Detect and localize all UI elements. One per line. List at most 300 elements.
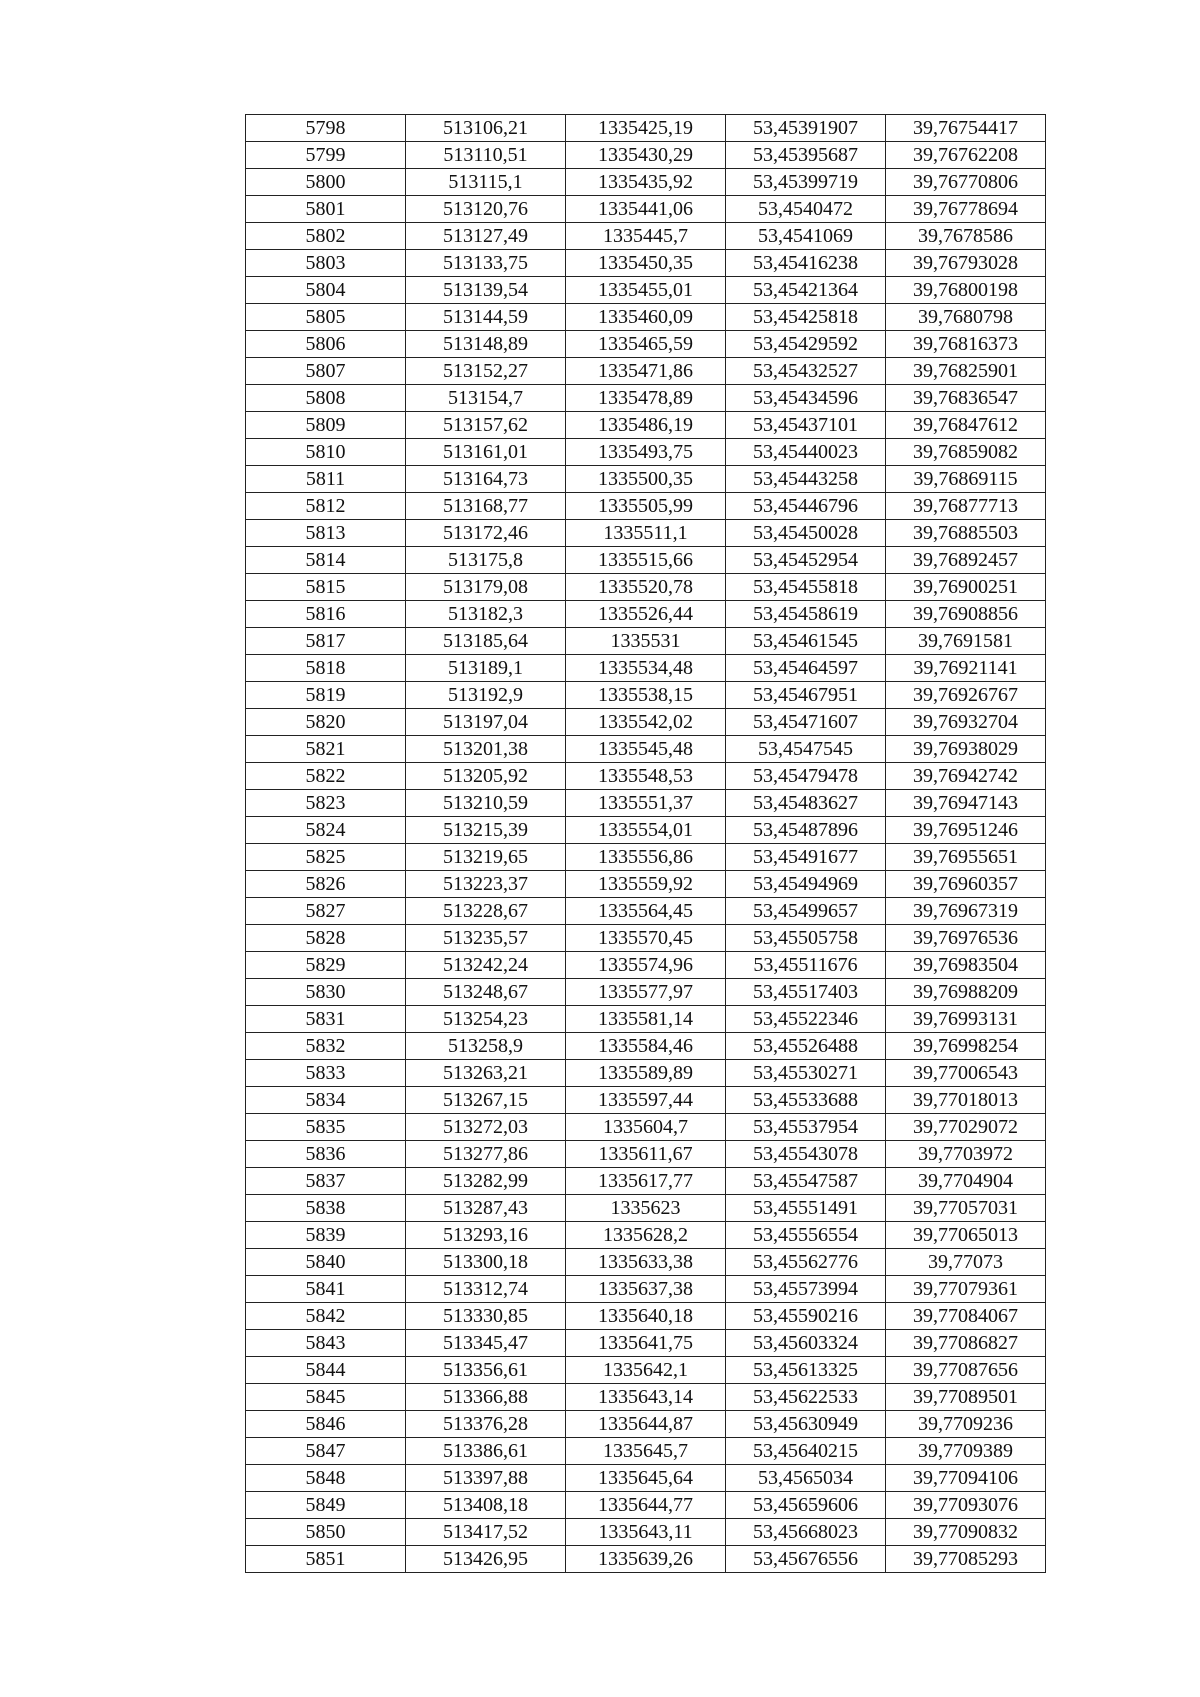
y-coordinate-cell: 1335584,46 — [566, 1033, 726, 1060]
table-row — [246, 871, 1046, 898]
point-number-cell: 5836 — [246, 1141, 406, 1168]
point-number-cell: 5842 — [246, 1303, 406, 1330]
latitude-cell: 53,45640215 — [726, 1438, 886, 1465]
table-row — [246, 223, 1046, 250]
latitude-cell: 53,45590216 — [726, 1303, 886, 1330]
x-coordinate-cell: 513235,57 — [406, 925, 566, 952]
latitude-cell: 53,45562776 — [726, 1249, 886, 1276]
x-coordinate-cell: 513376,28 — [406, 1411, 566, 1438]
latitude-cell: 53,45437101 — [726, 412, 886, 439]
y-coordinate-cell: 1335542,02 — [566, 709, 726, 736]
y-coordinate-cell: 1335520,78 — [566, 574, 726, 601]
longitude-cell: 39,76816373 — [886, 331, 1046, 358]
latitude-cell: 53,45522346 — [726, 1006, 886, 1033]
point-number-cell: 5832 — [246, 1033, 406, 1060]
longitude-cell: 39,76754417 — [886, 115, 1046, 142]
y-coordinate-cell: 1335570,45 — [566, 925, 726, 952]
table-row — [246, 493, 1046, 520]
table-row — [246, 1141, 1046, 1168]
latitude-cell: 53,45505758 — [726, 925, 886, 952]
x-coordinate-cell: 513152,27 — [406, 358, 566, 385]
y-coordinate-cell: 1335643,11 — [566, 1519, 726, 1546]
point-number-cell: 5844 — [246, 1357, 406, 1384]
point-number-cell: 5809 — [246, 412, 406, 439]
point-number-cell: 5824 — [246, 817, 406, 844]
longitude-cell: 39,76942742 — [886, 763, 1046, 790]
x-coordinate-cell: 513215,39 — [406, 817, 566, 844]
table-row — [246, 1519, 1046, 1546]
table-row — [246, 412, 1046, 439]
longitude-cell: 39,76900251 — [886, 574, 1046, 601]
latitude-cell: 53,45526488 — [726, 1033, 886, 1060]
table-row — [246, 1330, 1046, 1357]
longitude-cell: 39,76778694 — [886, 196, 1046, 223]
longitude-cell: 39,77065013 — [886, 1222, 1046, 1249]
longitude-cell: 39,76793028 — [886, 250, 1046, 277]
y-coordinate-cell: 1335639,26 — [566, 1546, 726, 1573]
point-number-cell: 5834 — [246, 1087, 406, 1114]
point-number-cell: 5839 — [246, 1222, 406, 1249]
point-number-cell: 5816 — [246, 601, 406, 628]
table-row — [246, 439, 1046, 466]
table-row — [246, 547, 1046, 574]
point-number-cell: 5800 — [246, 169, 406, 196]
y-coordinate-cell: 1335611,67 — [566, 1141, 726, 1168]
longitude-cell: 39,77006543 — [886, 1060, 1046, 1087]
point-number-cell: 5837 — [246, 1168, 406, 1195]
x-coordinate-cell: 513205,92 — [406, 763, 566, 790]
point-number-cell: 5835 — [246, 1114, 406, 1141]
latitude-cell: 53,4540472 — [726, 196, 886, 223]
y-coordinate-cell: 1335531 — [566, 628, 726, 655]
latitude-cell: 53,45499657 — [726, 898, 886, 925]
latitude-cell: 53,45494969 — [726, 871, 886, 898]
table-row — [246, 1546, 1046, 1573]
longitude-cell: 39,76836547 — [886, 385, 1046, 412]
longitude-cell: 39,77089501 — [886, 1384, 1046, 1411]
longitude-cell: 39,76998254 — [886, 1033, 1046, 1060]
table-row — [246, 979, 1046, 1006]
latitude-cell: 53,45551491 — [726, 1195, 886, 1222]
latitude-cell: 53,45434596 — [726, 385, 886, 412]
table-row — [246, 1249, 1046, 1276]
longitude-cell: 39,7678586 — [886, 223, 1046, 250]
x-coordinate-cell: 513219,65 — [406, 844, 566, 871]
table-row — [246, 1195, 1046, 1222]
point-number-cell: 5817 — [246, 628, 406, 655]
longitude-cell: 39,7709389 — [886, 1438, 1046, 1465]
y-coordinate-cell: 1335623 — [566, 1195, 726, 1222]
point-number-cell: 5827 — [246, 898, 406, 925]
y-coordinate-cell: 1335644,77 — [566, 1492, 726, 1519]
y-coordinate-cell: 1335617,77 — [566, 1168, 726, 1195]
x-coordinate-cell: 513172,46 — [406, 520, 566, 547]
coordinates-table — [245, 114, 1046, 1573]
point-number-cell: 5810 — [246, 439, 406, 466]
y-coordinate-cell: 1335425,19 — [566, 115, 726, 142]
latitude-cell: 53,45458619 — [726, 601, 886, 628]
longitude-cell: 39,76859082 — [886, 439, 1046, 466]
longitude-cell: 39,76938029 — [886, 736, 1046, 763]
y-coordinate-cell: 1335559,92 — [566, 871, 726, 898]
x-coordinate-cell: 513228,67 — [406, 898, 566, 925]
point-number-cell: 5802 — [246, 223, 406, 250]
latitude-cell: 53,45556554 — [726, 1222, 886, 1249]
point-number-cell: 5807 — [246, 358, 406, 385]
x-coordinate-cell: 513330,85 — [406, 1303, 566, 1330]
longitude-cell: 39,76947143 — [886, 790, 1046, 817]
latitude-cell: 53,45483627 — [726, 790, 886, 817]
point-number-cell: 5812 — [246, 493, 406, 520]
latitude-cell: 53,45467951 — [726, 682, 886, 709]
table-row — [246, 682, 1046, 709]
point-number-cell: 5829 — [246, 952, 406, 979]
longitude-cell: 39,76960357 — [886, 871, 1046, 898]
latitude-cell: 53,45429592 — [726, 331, 886, 358]
x-coordinate-cell: 513201,38 — [406, 736, 566, 763]
x-coordinate-cell: 513300,18 — [406, 1249, 566, 1276]
longitude-cell: 39,76892457 — [886, 547, 1046, 574]
longitude-cell: 39,76800198 — [886, 277, 1046, 304]
longitude-cell: 39,76921141 — [886, 655, 1046, 682]
latitude-cell: 53,45399719 — [726, 169, 886, 196]
point-number-cell: 5815 — [246, 574, 406, 601]
point-number-cell: 5848 — [246, 1465, 406, 1492]
longitude-cell: 39,76955651 — [886, 844, 1046, 871]
x-coordinate-cell: 513366,88 — [406, 1384, 566, 1411]
point-number-cell: 5825 — [246, 844, 406, 871]
latitude-cell: 53,45487896 — [726, 817, 886, 844]
point-number-cell: 5803 — [246, 250, 406, 277]
longitude-cell: 39,7680798 — [886, 304, 1046, 331]
latitude-cell: 53,45517403 — [726, 979, 886, 1006]
longitude-cell: 39,76967319 — [886, 898, 1046, 925]
x-coordinate-cell: 513175,8 — [406, 547, 566, 574]
table-row — [246, 952, 1046, 979]
longitude-cell: 39,76762208 — [886, 142, 1046, 169]
x-coordinate-cell: 513426,95 — [406, 1546, 566, 1573]
latitude-cell: 53,4547545 — [726, 736, 886, 763]
x-coordinate-cell: 513139,54 — [406, 277, 566, 304]
x-coordinate-cell: 513356,61 — [406, 1357, 566, 1384]
latitude-cell: 53,45603324 — [726, 1330, 886, 1357]
table-row — [246, 898, 1046, 925]
x-coordinate-cell: 513386,61 — [406, 1438, 566, 1465]
table-row — [246, 1114, 1046, 1141]
y-coordinate-cell: 1335640,18 — [566, 1303, 726, 1330]
point-number-cell: 5801 — [246, 196, 406, 223]
longitude-cell: 39,77084067 — [886, 1303, 1046, 1330]
x-coordinate-cell: 513197,04 — [406, 709, 566, 736]
x-coordinate-cell: 513408,18 — [406, 1492, 566, 1519]
table-row — [246, 142, 1046, 169]
latitude-cell: 53,45630949 — [726, 1411, 886, 1438]
x-coordinate-cell: 513254,23 — [406, 1006, 566, 1033]
table-row — [246, 250, 1046, 277]
latitude-cell: 53,45443258 — [726, 466, 886, 493]
point-number-cell: 5846 — [246, 1411, 406, 1438]
table-row — [246, 331, 1046, 358]
y-coordinate-cell: 1335545,48 — [566, 736, 726, 763]
longitude-cell: 39,76885503 — [886, 520, 1046, 547]
y-coordinate-cell: 1335511,1 — [566, 520, 726, 547]
table-row — [246, 1276, 1046, 1303]
latitude-cell: 53,45461545 — [726, 628, 886, 655]
x-coordinate-cell: 513120,76 — [406, 196, 566, 223]
x-coordinate-cell: 513185,64 — [406, 628, 566, 655]
table-row — [246, 655, 1046, 682]
point-number-cell: 5805 — [246, 304, 406, 331]
x-coordinate-cell: 513168,77 — [406, 493, 566, 520]
x-coordinate-cell: 513282,99 — [406, 1168, 566, 1195]
latitude-cell: 53,45547587 — [726, 1168, 886, 1195]
longitude-cell: 39,7709236 — [886, 1411, 1046, 1438]
y-coordinate-cell: 1335556,86 — [566, 844, 726, 871]
y-coordinate-cell: 1335465,59 — [566, 331, 726, 358]
table-row — [246, 574, 1046, 601]
longitude-cell: 39,77073 — [886, 1249, 1046, 1276]
longitude-cell: 39,76983504 — [886, 952, 1046, 979]
x-coordinate-cell: 513144,59 — [406, 304, 566, 331]
y-coordinate-cell: 1335642,1 — [566, 1357, 726, 1384]
point-number-cell: 5819 — [246, 682, 406, 709]
x-coordinate-cell: 513272,03 — [406, 1114, 566, 1141]
y-coordinate-cell: 1335564,45 — [566, 898, 726, 925]
point-number-cell: 5843 — [246, 1330, 406, 1357]
point-number-cell: 5820 — [246, 709, 406, 736]
x-coordinate-cell: 513223,37 — [406, 871, 566, 898]
point-number-cell: 5818 — [246, 655, 406, 682]
table-row — [246, 709, 1046, 736]
latitude-cell: 53,45425818 — [726, 304, 886, 331]
x-coordinate-cell: 513182,3 — [406, 601, 566, 628]
latitude-cell: 53,4565034 — [726, 1465, 886, 1492]
longitude-cell: 39,76932704 — [886, 709, 1046, 736]
x-coordinate-cell: 513248,67 — [406, 979, 566, 1006]
table-row — [246, 1060, 1046, 1087]
table-row — [246, 277, 1046, 304]
longitude-cell: 39,7691581 — [886, 628, 1046, 655]
x-coordinate-cell: 513148,89 — [406, 331, 566, 358]
x-coordinate-cell: 513417,52 — [406, 1519, 566, 1546]
table-row — [246, 1168, 1046, 1195]
y-coordinate-cell: 1335526,44 — [566, 601, 726, 628]
latitude-cell: 53,45543078 — [726, 1141, 886, 1168]
y-coordinate-cell: 1335500,35 — [566, 466, 726, 493]
latitude-cell: 53,45446796 — [726, 493, 886, 520]
longitude-cell: 39,77090832 — [886, 1519, 1046, 1546]
y-coordinate-cell: 1335597,44 — [566, 1087, 726, 1114]
y-coordinate-cell: 1335460,09 — [566, 304, 726, 331]
y-coordinate-cell: 1335441,06 — [566, 196, 726, 223]
table-row — [246, 736, 1046, 763]
table-row — [246, 304, 1046, 331]
x-coordinate-cell: 513110,51 — [406, 142, 566, 169]
point-number-cell: 5811 — [246, 466, 406, 493]
y-coordinate-cell: 1335471,86 — [566, 358, 726, 385]
longitude-cell: 39,76926767 — [886, 682, 1046, 709]
point-number-cell: 5838 — [246, 1195, 406, 1222]
longitude-cell: 39,77018013 — [886, 1087, 1046, 1114]
point-number-cell: 5850 — [246, 1519, 406, 1546]
longitude-cell: 39,77086827 — [886, 1330, 1046, 1357]
longitude-cell: 39,7703972 — [886, 1141, 1046, 1168]
table-row — [246, 169, 1046, 196]
longitude-cell: 39,76951246 — [886, 817, 1046, 844]
latitude-cell: 53,45613325 — [726, 1357, 886, 1384]
table-row — [246, 817, 1046, 844]
table-row — [246, 1465, 1046, 1492]
longitude-cell: 39,77079361 — [886, 1276, 1046, 1303]
longitude-cell: 39,77057031 — [886, 1195, 1046, 1222]
longitude-cell: 39,76847612 — [886, 412, 1046, 439]
y-coordinate-cell: 1335577,97 — [566, 979, 726, 1006]
y-coordinate-cell: 1335554,01 — [566, 817, 726, 844]
x-coordinate-cell: 513133,75 — [406, 250, 566, 277]
y-coordinate-cell: 1335450,35 — [566, 250, 726, 277]
latitude-cell: 53,45421364 — [726, 277, 886, 304]
y-coordinate-cell: 1335534,48 — [566, 655, 726, 682]
latitude-cell: 53,45464597 — [726, 655, 886, 682]
longitude-cell: 39,76869115 — [886, 466, 1046, 493]
longitude-cell: 39,76993131 — [886, 1006, 1046, 1033]
point-number-cell: 5828 — [246, 925, 406, 952]
latitude-cell: 53,45530271 — [726, 1060, 886, 1087]
table-row — [246, 466, 1046, 493]
point-number-cell: 5851 — [246, 1546, 406, 1573]
point-number-cell: 5847 — [246, 1438, 406, 1465]
point-number-cell: 5833 — [246, 1060, 406, 1087]
point-number-cell: 5840 — [246, 1249, 406, 1276]
x-coordinate-cell: 513127,49 — [406, 223, 566, 250]
latitude-cell: 53,45452954 — [726, 547, 886, 574]
point-number-cell: 5826 — [246, 871, 406, 898]
table-row — [246, 790, 1046, 817]
table-row — [246, 1492, 1046, 1519]
x-coordinate-cell: 513210,59 — [406, 790, 566, 817]
y-coordinate-cell: 1335493,75 — [566, 439, 726, 466]
point-number-cell: 5808 — [246, 385, 406, 412]
x-coordinate-cell: 513345,47 — [406, 1330, 566, 1357]
latitude-cell: 53,45659606 — [726, 1492, 886, 1519]
x-coordinate-cell: 513397,88 — [406, 1465, 566, 1492]
latitude-cell: 53,45432527 — [726, 358, 886, 385]
y-coordinate-cell: 1335641,75 — [566, 1330, 726, 1357]
x-coordinate-cell: 513164,73 — [406, 466, 566, 493]
y-coordinate-cell: 1335445,7 — [566, 223, 726, 250]
latitude-cell: 53,45533688 — [726, 1087, 886, 1114]
longitude-cell: 39,76770806 — [886, 169, 1046, 196]
x-coordinate-cell: 513242,24 — [406, 952, 566, 979]
x-coordinate-cell: 513192,9 — [406, 682, 566, 709]
y-coordinate-cell: 1335505,99 — [566, 493, 726, 520]
latitude-cell: 53,45455818 — [726, 574, 886, 601]
longitude-cell: 39,77085293 — [886, 1546, 1046, 1573]
table-row — [246, 520, 1046, 547]
point-number-cell: 5821 — [246, 736, 406, 763]
point-number-cell: 5830 — [246, 979, 406, 1006]
x-coordinate-cell: 513293,16 — [406, 1222, 566, 1249]
latitude-cell: 53,45491677 — [726, 844, 886, 871]
longitude-cell: 39,77029072 — [886, 1114, 1046, 1141]
longitude-cell: 39,76877713 — [886, 493, 1046, 520]
point-number-cell: 5806 — [246, 331, 406, 358]
latitude-cell: 53,45440023 — [726, 439, 886, 466]
y-coordinate-cell: 1335589,89 — [566, 1060, 726, 1087]
table-row — [246, 1357, 1046, 1384]
point-number-cell: 5799 — [246, 142, 406, 169]
x-coordinate-cell: 513287,43 — [406, 1195, 566, 1222]
x-coordinate-cell: 513267,15 — [406, 1087, 566, 1114]
table-row — [246, 601, 1046, 628]
table-row — [246, 763, 1046, 790]
point-number-cell: 5814 — [246, 547, 406, 574]
longitude-cell: 39,76988209 — [886, 979, 1046, 1006]
x-coordinate-cell: 513179,08 — [406, 574, 566, 601]
longitude-cell: 39,77087656 — [886, 1357, 1046, 1384]
point-number-cell: 5813 — [246, 520, 406, 547]
table-row — [246, 925, 1046, 952]
latitude-cell: 53,45622533 — [726, 1384, 886, 1411]
y-coordinate-cell: 1335633,38 — [566, 1249, 726, 1276]
y-coordinate-cell: 1335643,14 — [566, 1384, 726, 1411]
y-coordinate-cell: 1335645,7 — [566, 1438, 726, 1465]
y-coordinate-cell: 1335486,19 — [566, 412, 726, 439]
point-number-cell: 5798 — [246, 115, 406, 142]
x-coordinate-cell: 513189,1 — [406, 655, 566, 682]
point-number-cell: 5841 — [246, 1276, 406, 1303]
longitude-cell: 39,7704904 — [886, 1168, 1046, 1195]
y-coordinate-cell: 1335551,37 — [566, 790, 726, 817]
x-coordinate-cell: 513263,21 — [406, 1060, 566, 1087]
x-coordinate-cell: 513157,62 — [406, 412, 566, 439]
latitude-cell: 53,45573994 — [726, 1276, 886, 1303]
x-coordinate-cell: 513277,86 — [406, 1141, 566, 1168]
latitude-cell: 53,45395687 — [726, 142, 886, 169]
longitude-cell: 39,77094106 — [886, 1465, 1046, 1492]
latitude-cell: 53,45668023 — [726, 1519, 886, 1546]
point-number-cell: 5822 — [246, 763, 406, 790]
y-coordinate-cell: 1335581,14 — [566, 1006, 726, 1033]
latitude-cell: 53,45537954 — [726, 1114, 886, 1141]
table-row — [246, 1438, 1046, 1465]
point-number-cell: 5849 — [246, 1492, 406, 1519]
table-row — [246, 385, 1046, 412]
y-coordinate-cell: 1335430,29 — [566, 142, 726, 169]
latitude-cell: 53,45391907 — [726, 115, 886, 142]
y-coordinate-cell: 1335435,92 — [566, 169, 726, 196]
latitude-cell: 53,4541069 — [726, 223, 886, 250]
point-number-cell: 5845 — [246, 1384, 406, 1411]
y-coordinate-cell: 1335515,66 — [566, 547, 726, 574]
longitude-cell: 39,76908856 — [886, 601, 1046, 628]
table-row — [246, 196, 1046, 223]
y-coordinate-cell: 1335604,7 — [566, 1114, 726, 1141]
table-row — [246, 628, 1046, 655]
y-coordinate-cell: 1335455,01 — [566, 277, 726, 304]
y-coordinate-cell: 1335637,38 — [566, 1276, 726, 1303]
latitude-cell: 53,45511676 — [726, 952, 886, 979]
point-number-cell: 5831 — [246, 1006, 406, 1033]
y-coordinate-cell: 1335478,89 — [566, 385, 726, 412]
table-row — [246, 1087, 1046, 1114]
table-row — [246, 844, 1046, 871]
point-number-cell: 5804 — [246, 277, 406, 304]
table-row — [246, 1303, 1046, 1330]
table-row — [246, 115, 1046, 142]
x-coordinate-cell: 513106,21 — [406, 115, 566, 142]
y-coordinate-cell: 1335574,96 — [566, 952, 726, 979]
